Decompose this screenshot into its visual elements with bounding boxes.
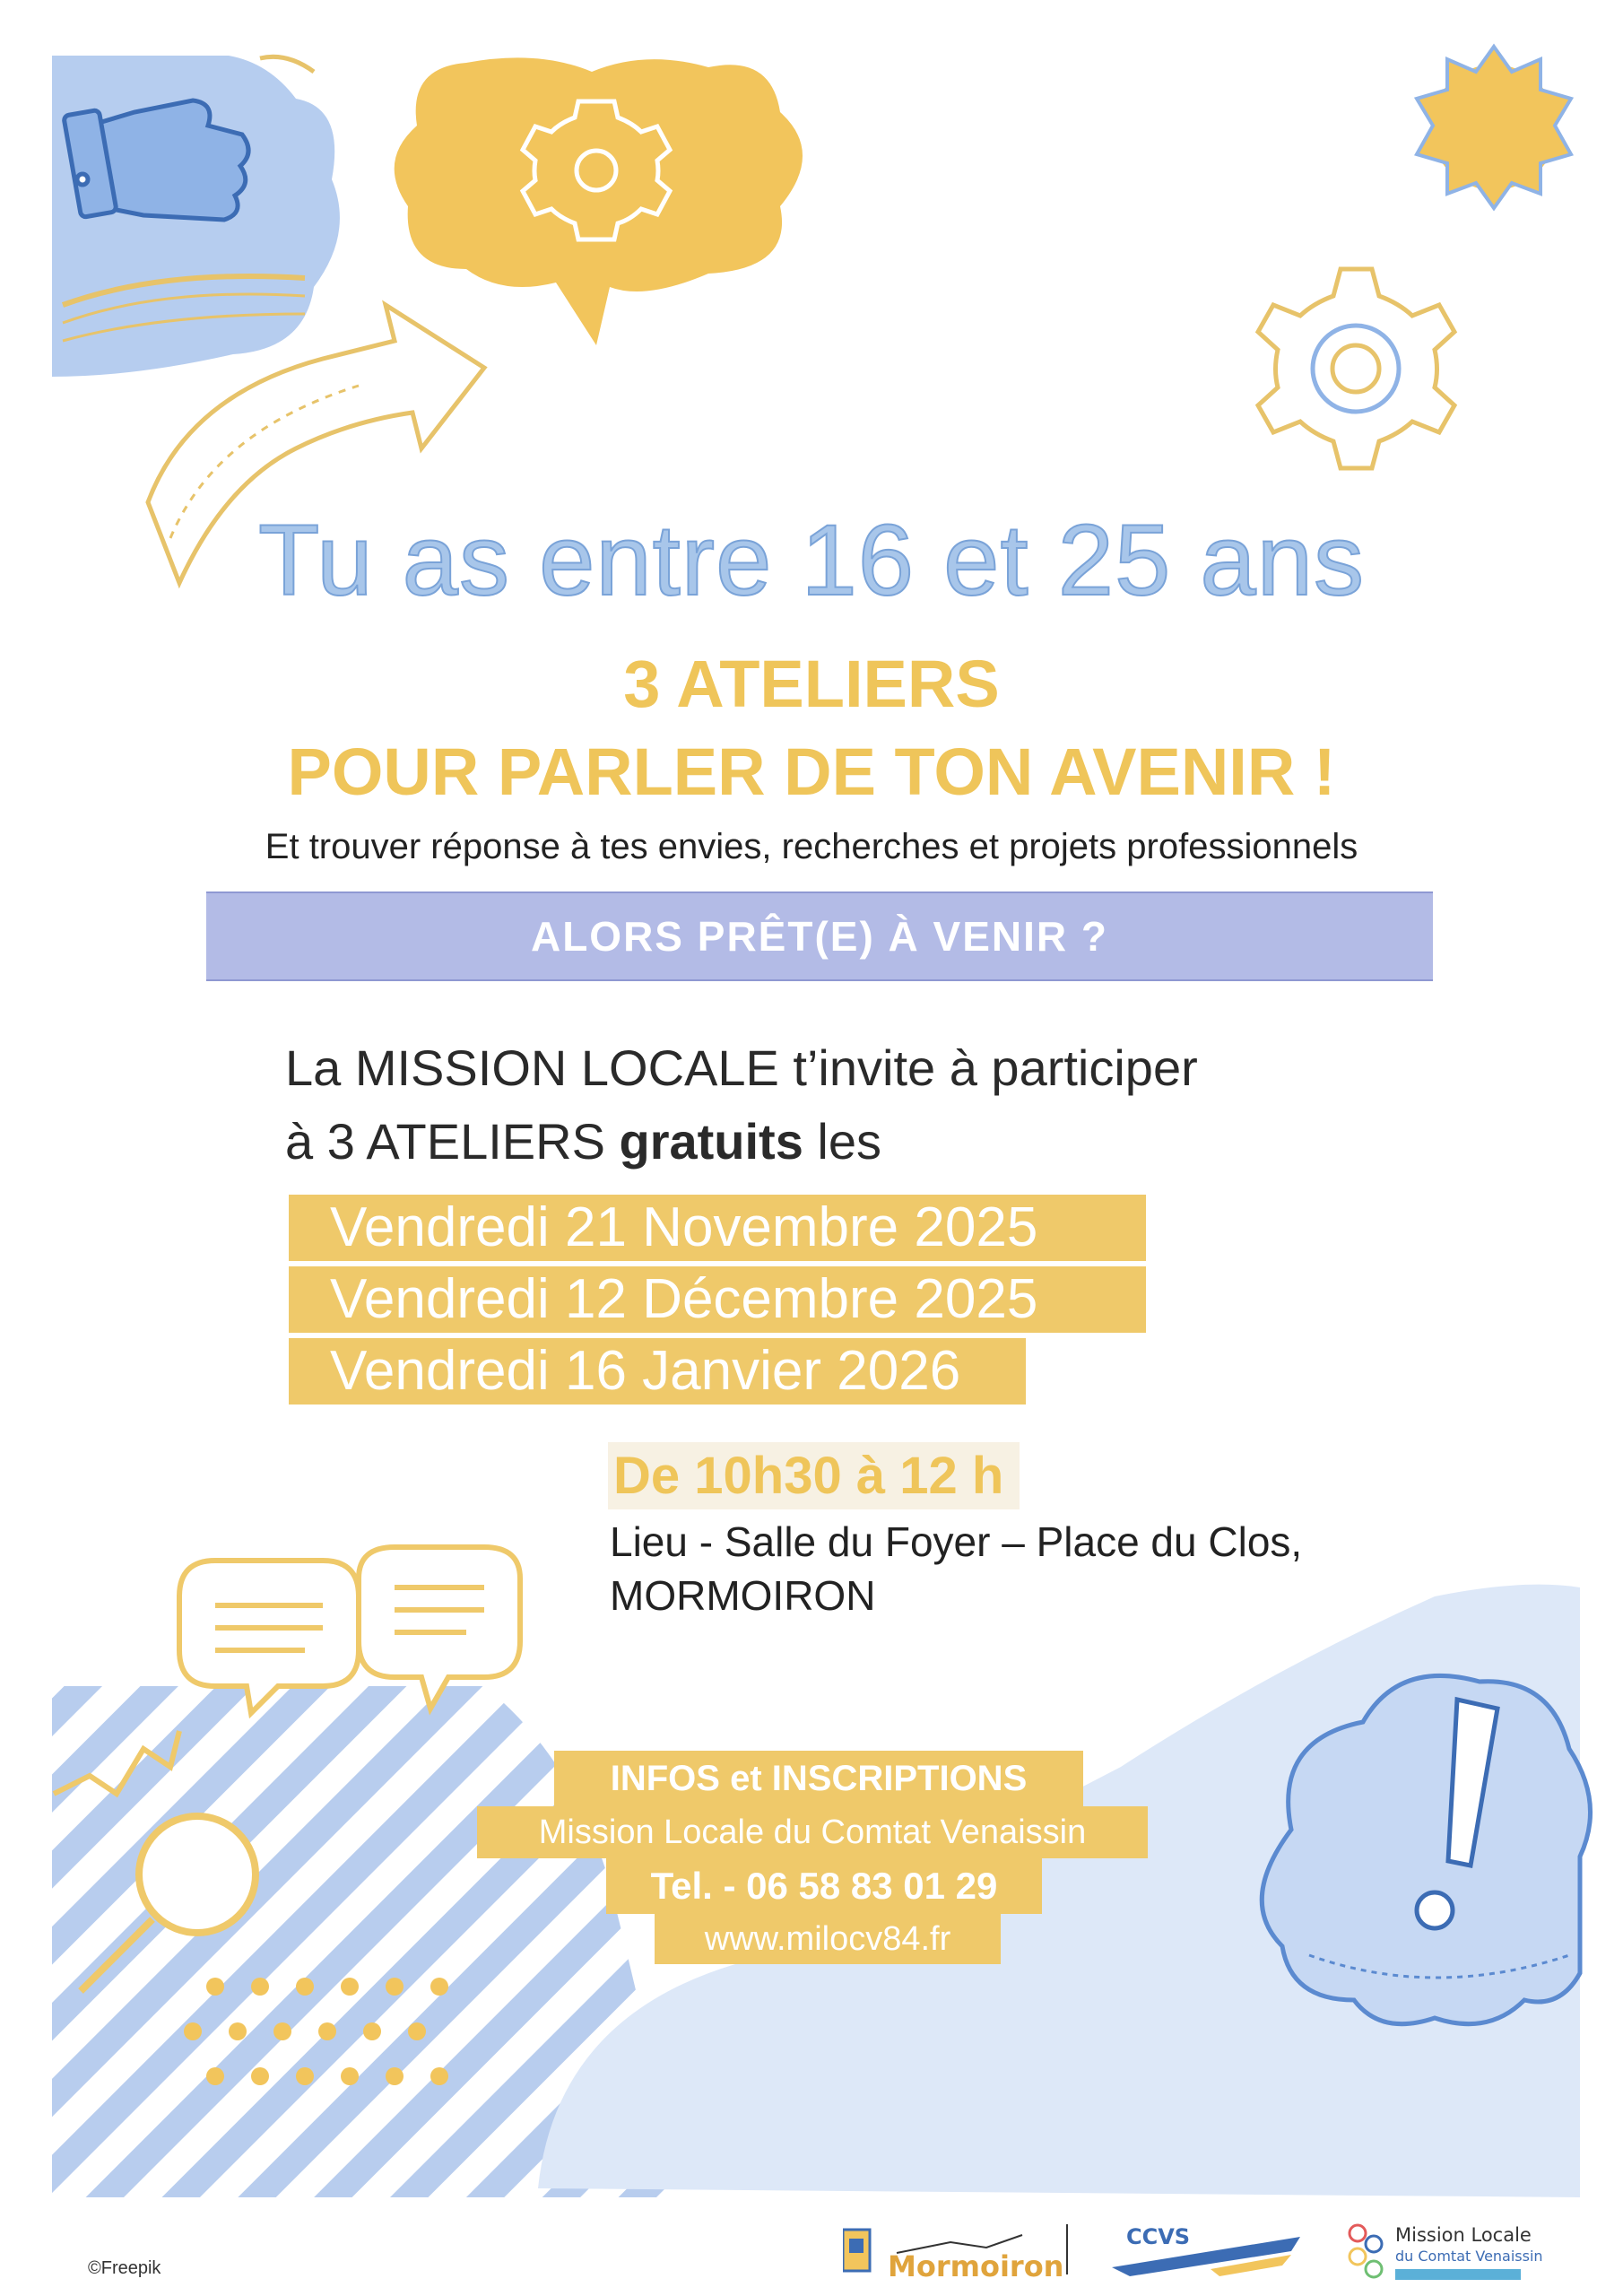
- mormoiron-logo: [843, 2217, 1072, 2283]
- ready-banner-text: ALORS PRÊT(E) À VENIR ?: [530, 913, 1109, 960]
- website-link[interactable]: www.milocv84.fr: [655, 1914, 1001, 1964]
- freepik-credit: ©Freepik: [88, 2258, 161, 2278]
- invitation-suffix: les: [803, 1113, 881, 1170]
- mission-locale-logo: [1345, 2217, 1543, 2289]
- ateliers-title: 3 ATELIERS: [623, 647, 1000, 721]
- mission-locale-bar: [1395, 2269, 1521, 2280]
- thumbs-up-cloud-icon: [52, 56, 340, 377]
- mission-locale-circles-icon: [1345, 2217, 1390, 2289]
- mission-locale-wordmark-2: du Comtat Venaissin: [1395, 2248, 1543, 2265]
- infos-title: INFOS et INSCRIPTIONS: [554, 1751, 1083, 1806]
- date-1: Vendredi 21 Novembre 2025: [289, 1195, 1146, 1261]
- ccvs-wordmark: CCVS: [1126, 2224, 1191, 2249]
- date-3: Vendredi 16 Janvier 2026: [289, 1338, 1026, 1405]
- phone-number: Tel. - 06 58 83 01 29: [606, 1858, 1042, 1914]
- invitation-line-1: La MISSION LOCALE t’invite à participer: [285, 1039, 1198, 1096]
- ready-banner: [206, 891, 1433, 981]
- age-headline: Tu as entre 16 et 25 ans: [258, 504, 1365, 616]
- location-line-1: Lieu - Salle du Foyer – Place du Clos,: [610, 1518, 1303, 1565]
- gear-outline-icon: [1258, 269, 1454, 468]
- invitation-free: gratuits: [619, 1113, 803, 1170]
- gear-icon: [1417, 47, 1571, 208]
- subtitle: Et trouver réponse à tes envies, recherches et projets professionnels: [265, 827, 1358, 866]
- mormoiron-wordmark: Mormoiron: [888, 2249, 1064, 2283]
- organization-name: Mission Locale du Comtat Venaissin: [477, 1806, 1148, 1858]
- location-line-2: MORMOIRON: [610, 1572, 876, 1619]
- time-range: De 10h30 à 12 h: [608, 1442, 1020, 1509]
- ccvs-logo: [1112, 2224, 1300, 2278]
- invitation-prefix: à 3 ATELIERS: [285, 1113, 620, 1170]
- avenir-title: POUR PARLER DE TON AVENIR !: [287, 735, 1336, 809]
- mission-locale-wordmark-1: Mission Locale: [1395, 2224, 1532, 2246]
- invitation-line-2: [285, 1112, 881, 1170]
- speech-bubble-gear-icon: [395, 57, 803, 345]
- date-2: Vendredi 12 Décembre 2025: [289, 1266, 1146, 1333]
